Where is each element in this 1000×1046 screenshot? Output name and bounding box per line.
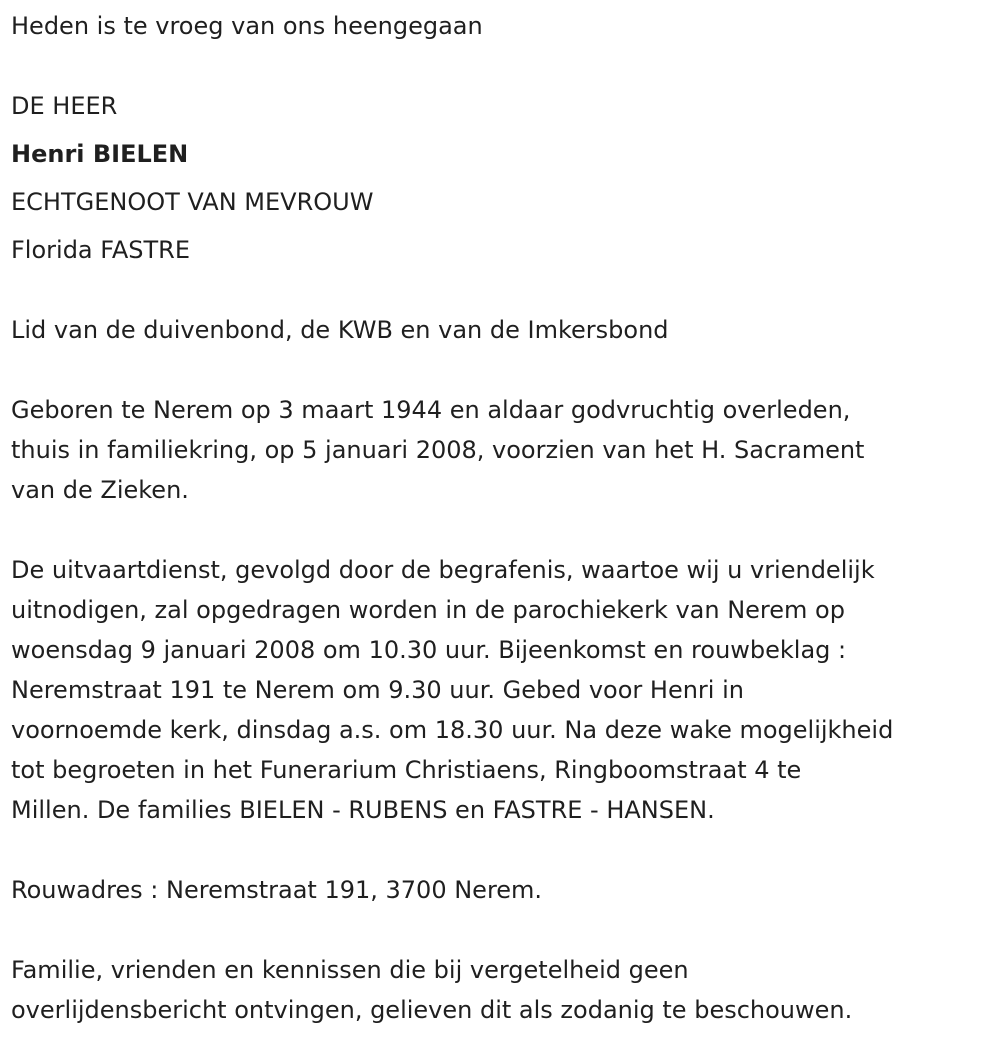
funeral-line: Neremstraat 191 te Nerem om 9.30 uur. Gebed voor Henri in bbox=[11, 676, 744, 704]
closing-line: overlijdensbericht ontvingen, gelieven dit als zodanig te beschouwen. bbox=[11, 996, 853, 1024]
death-notice bbox=[11, 6, 986, 1030]
intro-line: Heden is te vroeg van ons heengegaan bbox=[11, 12, 483, 40]
funeral-line: Millen. De families BIELEN - RUBENS en FASTRE - HANSEN. bbox=[11, 796, 715, 824]
closing-line: Familie, vrienden en kennissen die bij vergetelheid geen bbox=[11, 956, 689, 984]
birth-death-line: van de Zieken. bbox=[11, 476, 189, 504]
birth-death-line: Geboren te Nerem op 3 maart 1944 en aldaar godvruchtig overleden, bbox=[11, 396, 851, 424]
birth-death-paragraph bbox=[11, 390, 986, 510]
birth-death-line: thuis in familiekring, op 5 januari 2008, voorzien van het H. Sacrament bbox=[11, 436, 865, 464]
funeral-line: tot begroeten in het Funerarium Christiaens, Ringboomstraat 4 te bbox=[11, 756, 802, 784]
title-line: DE HEER bbox=[11, 92, 118, 120]
closing-paragraph bbox=[11, 950, 986, 1030]
deceased-name: Henri BIELEN bbox=[11, 140, 189, 168]
funeral-line: De uitvaartdienst, gevolgd door de begrafenis, waartoe wij u vriendelijk bbox=[11, 556, 875, 584]
memberships-line: Lid van de duivenbond, de KWB en van de Imkersbond bbox=[11, 316, 669, 344]
relation-line: ECHTGENOOT VAN MEVROUW bbox=[11, 188, 374, 216]
funeral-line: woensdag 9 januari 2008 om 10.30 uur. Bijeenkomst en rouwbeklag : bbox=[11, 636, 847, 664]
funeral-line: uitnodigen, zal opgedragen worden in de parochiekerk van Nerem op bbox=[11, 596, 845, 624]
spouse-name: Florida FASTRE bbox=[11, 236, 191, 264]
funeral-paragraph bbox=[11, 550, 986, 830]
address-line: Rouwadres : Neremstraat 191, 3700 Nerem. bbox=[11, 876, 543, 904]
funeral-line: voornoemde kerk, dinsdag a.s. om 18.30 uur. Na deze wake mogelijkheid bbox=[11, 716, 894, 744]
